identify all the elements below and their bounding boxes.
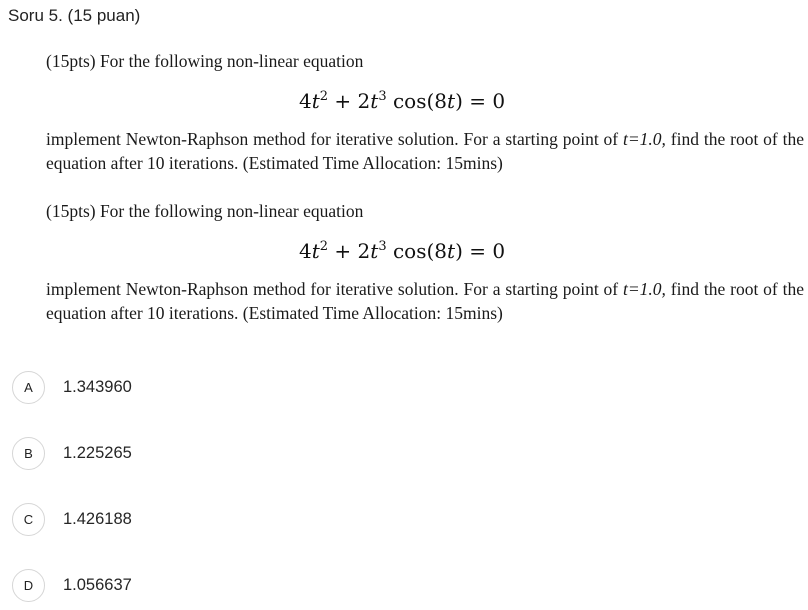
function-name: cos <box>392 89 427 113</box>
plus-operator: + <box>334 239 352 263</box>
variable: t <box>447 89 456 113</box>
plus-operator: + <box>334 89 352 113</box>
exponent: 2 <box>319 89 329 104</box>
right-paren: ) <box>455 89 463 113</box>
function-name: cos <box>392 239 427 263</box>
option-d[interactable] <box>12 569 412 602</box>
problem-instruction <box>46 277 804 325</box>
coefficient: 8 <box>434 239 448 263</box>
option-value[interactable]: 1.225265 <box>63 444 132 462</box>
option-b[interactable] <box>12 437 412 470</box>
coefficient: 4 <box>299 89 312 113</box>
option-value[interactable]: 1.426188 <box>63 510 132 528</box>
variable: t <box>370 239 379 263</box>
variable: t <box>311 239 320 263</box>
equals-sign: = <box>469 89 487 113</box>
starting-point: t=1.0, <box>623 129 666 149</box>
equation <box>299 88 806 114</box>
exponent: 2 <box>319 239 329 254</box>
variable: t <box>311 89 320 113</box>
problem-statement-1 <box>46 50 806 175</box>
answer-options <box>12 371 412 602</box>
problem-intro: (15pts) For the following non-linear equation <box>46 51 364 71</box>
option-letter-badge[interactable]: A <box>12 371 45 404</box>
option-value[interactable]: 1.056637 <box>63 576 132 594</box>
option-letter-badge[interactable]: D <box>12 569 45 602</box>
problem-statement-2 <box>46 200 806 325</box>
option-value[interactable]: 1.343960 <box>63 378 132 396</box>
variable: t <box>370 89 379 113</box>
exponent: 3 <box>378 89 387 104</box>
left-paren: ( <box>426 89 435 113</box>
coefficient: 2 <box>357 239 371 263</box>
option-a[interactable] <box>12 371 412 404</box>
equation <box>299 238 806 264</box>
question-title: Soru 5. (15 puan) <box>8 6 141 25</box>
variable: t <box>447 239 456 263</box>
instruction-text: implement Newton-Raphson method for iterative solution. For a starting point of <box>46 129 624 149</box>
instruction-text: find the root of the equation after 10 iterations. (Estimated Time Allocation: 15mins) <box>46 129 804 173</box>
coefficient: 4 <box>299 239 312 263</box>
option-letter-badge[interactable]: B <box>12 437 45 470</box>
coefficient: 8 <box>434 89 448 113</box>
instruction-text: implement Newton-Raphson method for iterative solution. For a starting point of <box>46 279 624 299</box>
exponent: 3 <box>378 239 387 254</box>
rhs-value: 0 <box>492 89 506 113</box>
instruction-text: find the root of the equation after 10 iterations. (Estimated Time Allocation: 15mins) <box>46 279 804 323</box>
right-paren: ) <box>455 239 463 263</box>
option-c[interactable] <box>12 503 412 536</box>
option-letter-badge[interactable]: C <box>12 503 45 536</box>
problem-instruction <box>46 127 804 175</box>
starting-point: t=1.0, <box>623 279 666 299</box>
equals-sign: = <box>469 239 487 263</box>
left-paren: ( <box>426 239 435 263</box>
coefficient: 2 <box>357 89 371 113</box>
rhs-value: 0 <box>492 239 506 263</box>
problem-intro: (15pts) For the following non-linear equation <box>46 201 364 221</box>
